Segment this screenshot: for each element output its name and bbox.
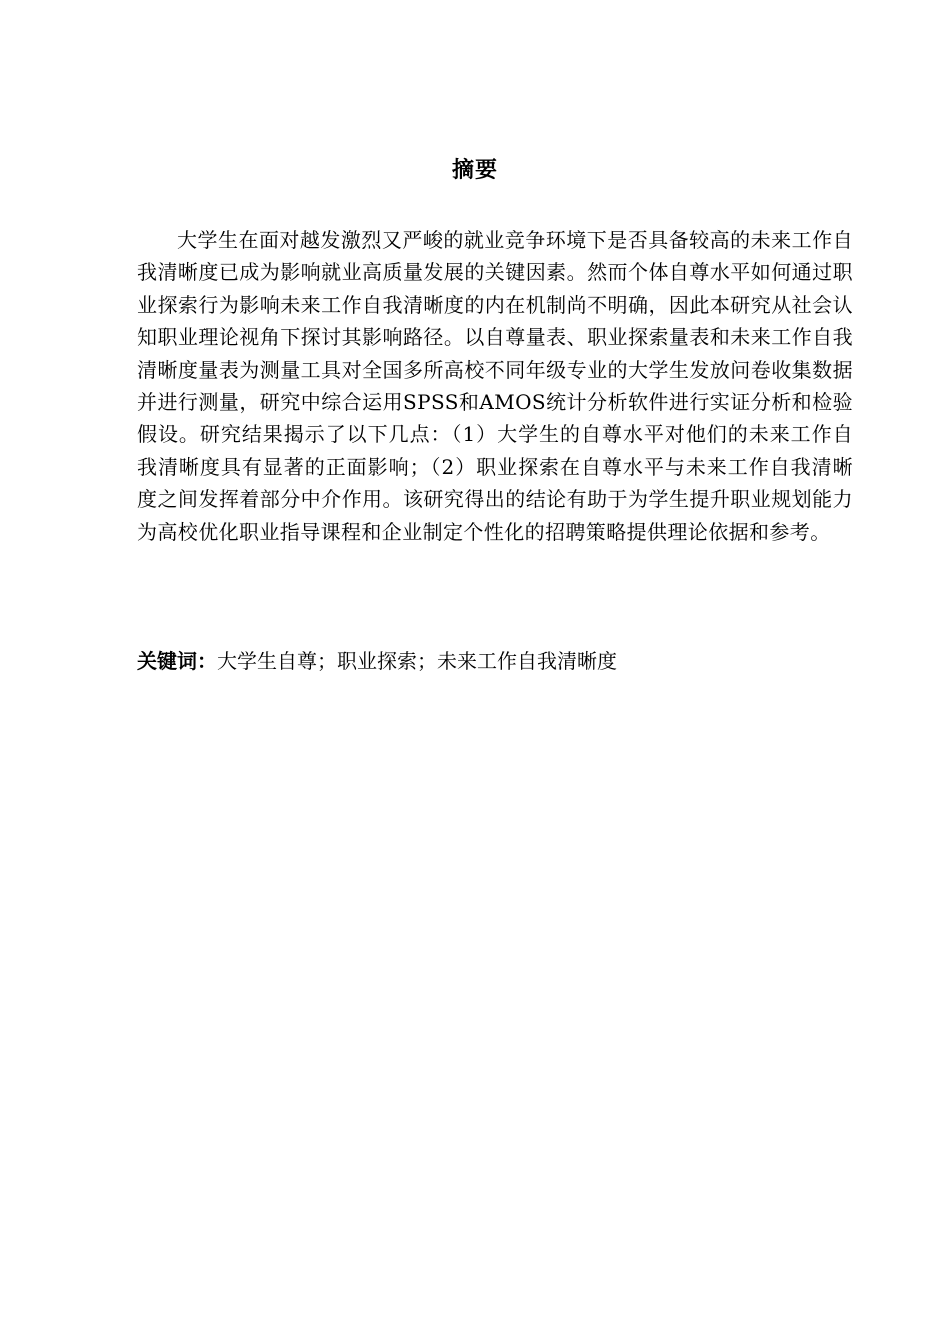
abstract-title: 摘要 [451,158,498,183]
keywords-line [137,645,853,677]
keywords-label: 关键词： [137,649,217,673]
keywords-text: 大学生自尊；职业探索；未来工作自我清晰度 [217,649,617,673]
abstract-body: 大学生在面对越发激烈又严峻的就业竞争环境下是否具备较高的未来工作自我清晰度已成为影响就业高质量发展的关键因素。然而个体自尊水平如何通过职业探索行为影响未来工作自我清晰度的内在机制尚不明确，因此本研究从社会认知职业理论视角下探讨其影响路径。以自尊量表、职业探索量表和未来工作自我清晰度量表为测量工具对全国多所高校不同年级专业的大学生发放问卷收集数据并进行测量，研究中综合运用SPSS和AMOS统计分析软件进行实证分析和检验假设。研究结果揭示了以下几点：（1）大学生的自尊水平对他们的未来工作自我清晰度具有显著的正面影响；（2）职业探索在自尊水平与未来工作自我清晰度之间发挥着部分中介作用。该研究得出的结论有助于为学生提升职业规划能力为高校优化职业指导课程和企业制定个性化的招聘策略提供理论依据和参考。 [137,228,853,544]
